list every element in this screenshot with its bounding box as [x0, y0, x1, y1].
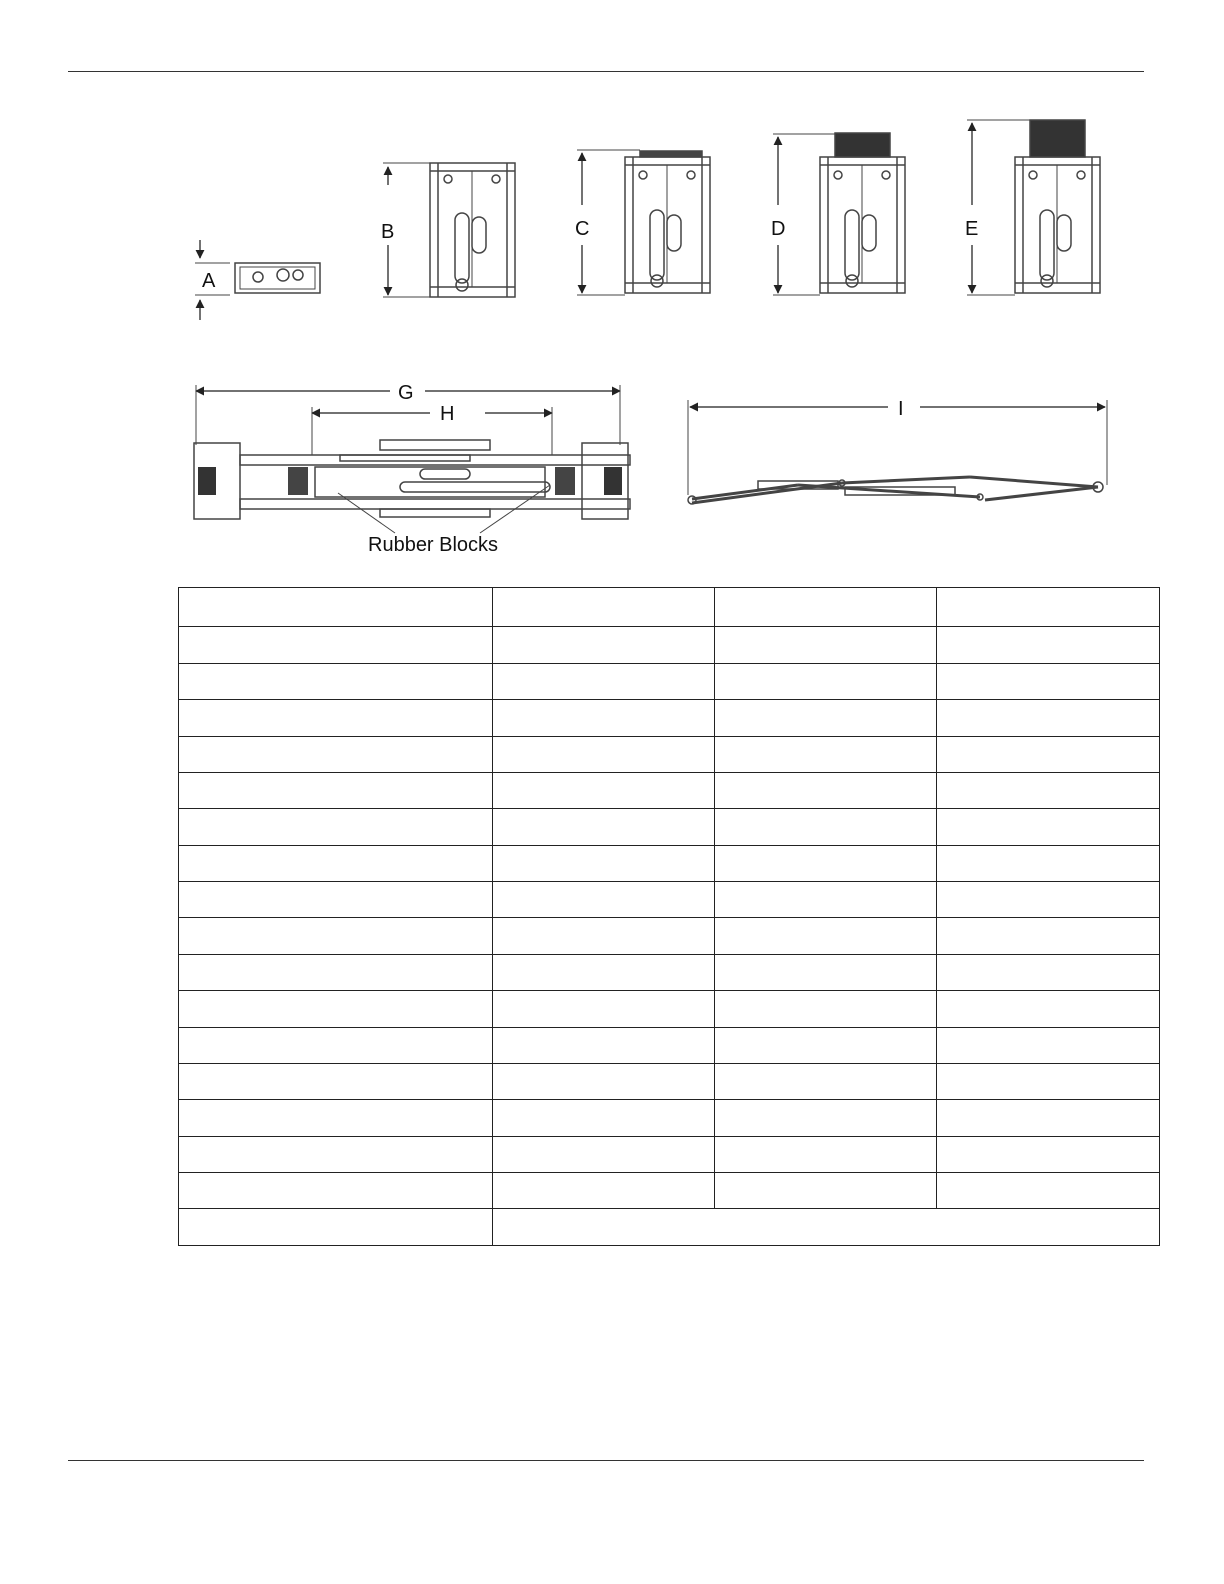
dim-label-d: D: [771, 218, 786, 240]
table-cell: [937, 1173, 1160, 1209]
table-cell: [715, 700, 937, 736]
table-row: [179, 736, 1160, 772]
view-e: [967, 120, 1100, 295]
table-cell: [715, 1027, 937, 1063]
table-cell: [937, 772, 1160, 808]
table-cell: [179, 736, 493, 772]
dim-label-g: G: [398, 382, 414, 404]
table-cell: [493, 918, 715, 954]
table-cell: [937, 954, 1160, 990]
table-cell: [179, 1027, 493, 1063]
specifications-table: [178, 587, 1160, 1246]
table-cell: [493, 882, 715, 918]
rubber-blocks-callout: Rubber Blocks: [368, 534, 499, 556]
table-cell: [715, 1100, 937, 1136]
table-cell: [715, 882, 937, 918]
table-cell: [937, 1063, 1160, 1099]
table-row: [179, 1027, 1160, 1063]
table-cell: [493, 1027, 715, 1063]
table-cell: [493, 663, 715, 699]
table-cell: [937, 1027, 1160, 1063]
table-row: [179, 588, 1160, 627]
table-row: [179, 882, 1160, 918]
table-cell: [179, 954, 493, 990]
table-cell: [715, 1136, 937, 1172]
table-cell: [715, 663, 937, 699]
lift-dimension-figure: [180, 95, 1140, 575]
dim-label-c: C: [575, 218, 590, 240]
table-row: [179, 1063, 1160, 1099]
table-cell: [715, 1173, 937, 1209]
table-cell: [179, 1100, 493, 1136]
table-cell: [715, 627, 937, 663]
table-cell: [715, 736, 937, 772]
table-cell: [715, 809, 937, 845]
table-cell: [715, 918, 937, 954]
table-cell: [937, 882, 1160, 918]
table-row: [179, 954, 1160, 990]
table-row: [179, 918, 1160, 954]
table-cell: [715, 845, 937, 881]
table-cell: [179, 845, 493, 881]
table-cell: [493, 1063, 715, 1099]
table-row: [179, 1136, 1160, 1172]
table-cell: [179, 627, 493, 663]
table-row: [179, 700, 1160, 736]
dim-label-b: B: [381, 221, 395, 243]
dim-label-i: I: [898, 398, 904, 420]
table-cell: [937, 918, 1160, 954]
table-cell: [179, 700, 493, 736]
dim-label-h: H: [440, 403, 455, 425]
table-cell: [493, 1173, 715, 1209]
view-d: [773, 133, 905, 295]
table-cell: [179, 882, 493, 918]
table-cell: [937, 588, 1160, 627]
table-cell: [493, 736, 715, 772]
table-cell: [937, 663, 1160, 699]
table-cell: [179, 588, 493, 627]
view-top: [194, 385, 630, 533]
table-cell: [493, 772, 715, 808]
table-cell: [937, 1136, 1160, 1172]
table-cell: [493, 991, 715, 1027]
table-cell: [715, 991, 937, 1027]
table-cell: [179, 1136, 493, 1172]
table-cell: [179, 663, 493, 699]
table-cell: [179, 991, 493, 1027]
table-cell: [937, 1100, 1160, 1136]
table-row: [179, 1173, 1160, 1209]
view-b: [383, 163, 515, 297]
table-cell: [715, 588, 937, 627]
table-row: [179, 809, 1160, 845]
dimension-drawing: [180, 95, 1140, 575]
table-cell: [493, 700, 715, 736]
table-cell: [715, 1063, 937, 1099]
table-cell: [493, 1136, 715, 1172]
view-c: [577, 150, 710, 295]
dim-label-e: E: [965, 218, 979, 240]
table-cell-merged: [493, 1209, 1160, 1246]
table-row: [179, 991, 1160, 1027]
table-cell: [937, 627, 1160, 663]
table-row: [179, 663, 1160, 699]
table-cell: [937, 845, 1160, 881]
table-cell: [493, 588, 715, 627]
table-cell: [493, 845, 715, 881]
specifications-table-body: [179, 588, 1160, 1246]
table-cell: [179, 772, 493, 808]
table-cell: [937, 809, 1160, 845]
table-cell: [493, 627, 715, 663]
table-cell: [937, 991, 1160, 1027]
dim-label-a: A: [202, 270, 216, 292]
table-cell: [715, 772, 937, 808]
table-cell: [179, 1173, 493, 1209]
table-row-last: [179, 1209, 1160, 1246]
table-row: [179, 627, 1160, 663]
table-cell: [715, 954, 937, 990]
table-cell: [179, 1063, 493, 1099]
table-cell: [493, 809, 715, 845]
table-cell: [493, 954, 715, 990]
footer-rule: [68, 1460, 1144, 1461]
table-cell: [179, 1209, 493, 1246]
table-cell: [493, 1100, 715, 1136]
table-cell: [937, 736, 1160, 772]
table-cell: [937, 700, 1160, 736]
table-row: [179, 772, 1160, 808]
table-row: [179, 845, 1160, 881]
table-cell: [179, 918, 493, 954]
header-rule: [68, 71, 1144, 72]
table-cell: [179, 809, 493, 845]
table-row: [179, 1100, 1160, 1136]
